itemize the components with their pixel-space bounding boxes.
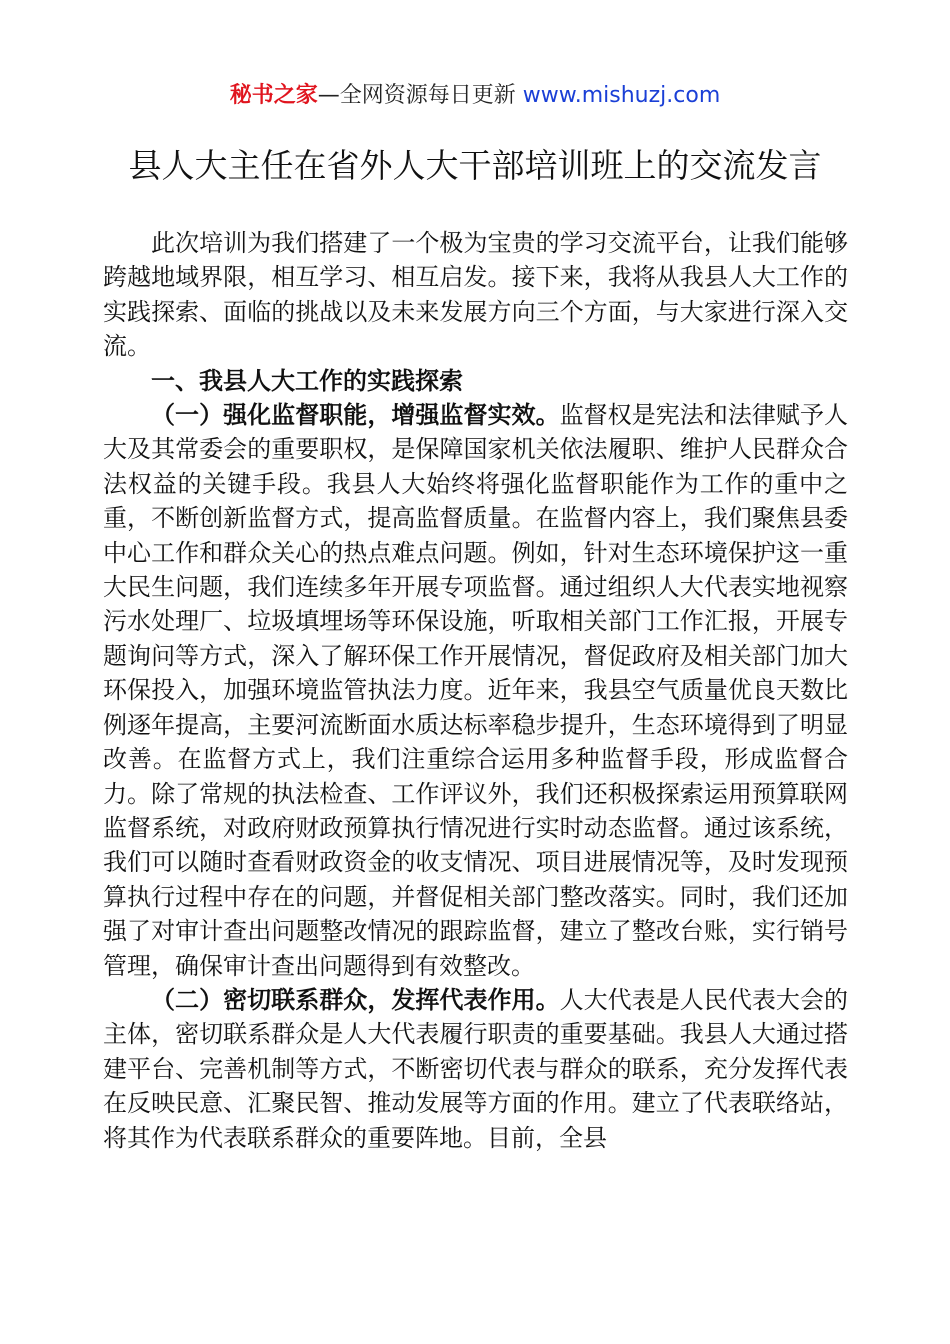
- site-banner: [0, 80, 950, 112]
- banner-url-link[interactable]: www.mishuzj.com: [522, 83, 721, 108]
- item-paragraph-2: [103, 983, 848, 1155]
- item-lead-2: （二）密切联系群众，发挥代表作用。: [151, 985, 560, 1014]
- intro-paragraph: 此次培训为我们搭建了一个极为宝贵的学习交流平台，让我们能够跨越地域界限，相互学习、相互启发。接下来，我将从我县人大工作的实践探索、面临的挑战以及未来发展方向三个方面，与大家进行深入交流。: [103, 229, 848, 361]
- section-heading: 一、我县人大工作的实践探索: [151, 366, 463, 395]
- banner-tagline: —全网资源每日更新: [317, 83, 516, 108]
- item-paragraph-1: [103, 398, 848, 983]
- item-text-2: 人大代表是人民代表大会的主体，密切联系群众是人大代表履行职责的重要基础。我县人大通过搭建平台、完善机制等方式，不断密切代表与群众的联系，充分发挥代表在反映民意、汇聚民智、推动发展等方面的作用。建立了代表联络站，将其作为代表联系群众的重要阵地。目前，全县: [103, 985, 849, 1152]
- document-title: 县人大主任在省外人大干部培训班上的交流发言: [128, 146, 822, 185]
- item-text-1: 监督权是宪法和法律赋予人大及其常委会的重要职权，是保障国家机关依法履职、维护人民群众合法权益的关键手段。我县人大始终将强化监督职能作为工作的重中之重，不断创新监督方式，提高监督质量。在监督内容上，我们聚焦县委中心工作和群众关心的热点难点问题。例如，针对生态环境保护这一重大民生问题，我们连续多年开展专项监督。通过组织人大代表实地视察污水处理厂、垃圾填埋场等环保设施，听取相关部门工作汇报，开展专题询问等方式，深入了解环保工作开展情况，督促政府及相关部门加大环保投入，加强环境监管执法力度。近年来，我县空气质量优良天数比例逐年提高，主要河流断面水质达标率稳步提升，生态环境得到了明显改善。在监督方式上，我们注重综合运用多种监督手段，形成监督合力。除了常规的执法检查、工作评议外，我们还积极探索运用预算联网监督系统，对政府财政预算执行情况进行实时动态监督。通过该系统，我们可以随时查看财政资金的收支情况、项目进展情况等，及时发现预算执行过程中存在的问题，并督促相关部门整改落实。同时，我们还加强了对审计查出问题整改情况的跟踪监督，建立了整改台账，实行销号管理，确保审计查出问题得到有效整改。: [103, 401, 849, 980]
- document-body: [103, 226, 848, 1155]
- item-lead-1: （一）强化监督职能，增强监督实效。: [151, 401, 560, 430]
- banner-brand: 秘书之家: [229, 83, 318, 108]
